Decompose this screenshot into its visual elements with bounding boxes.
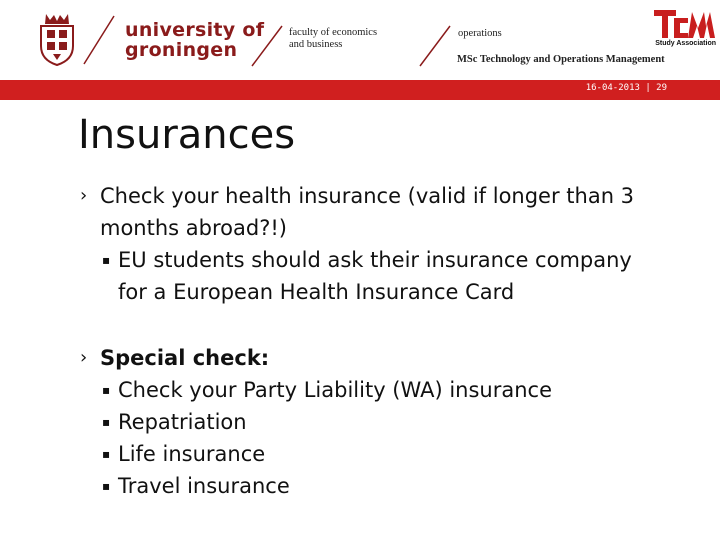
sub-bullet-text: Repatriation <box>118 410 247 434</box>
association-subtitle: Study Association <box>655 40 716 47</box>
date-page-label: 16-04-2013 | 29 <box>585 83 667 93</box>
sub-bullet-text-line: for a European Health Insurance Card <box>118 280 515 304</box>
university-crest-icon <box>38 12 76 66</box>
university-name <box>125 20 264 60</box>
bullet-text-line: Check your health insurance (valid if longer than 3 <box>100 184 635 208</box>
bullet-item <box>80 180 700 244</box>
bullet-item <box>80 342 700 374</box>
sub-bullet-text: Life insurance <box>118 442 266 466</box>
sub-bullet-item <box>80 244 700 308</box>
sub-bullet-item <box>80 374 700 406</box>
square-bullet-icon: ▪ <box>102 383 111 397</box>
square-bullet-icon: ▪ <box>102 415 111 429</box>
sub-bullet-item <box>80 438 700 470</box>
square-bullet-icon: ▪ <box>102 447 111 461</box>
university-name-line1: university of <box>125 19 265 41</box>
sub-bullet-item <box>80 406 700 438</box>
university-name-line2: groningen <box>125 39 238 61</box>
divider-slash <box>250 24 284 68</box>
bullet-text-line: Special check: <box>100 346 270 370</box>
slide-title: Insurances <box>78 112 296 158</box>
slide-body <box>80 180 700 502</box>
sub-bullet-text: Travel insurance <box>118 474 290 498</box>
chevron-bullet-icon: › <box>80 347 88 368</box>
faculty-name <box>289 27 377 51</box>
square-bullet-icon: ▪ <box>102 479 111 493</box>
divider-slash <box>82 14 116 66</box>
faculty-line1: faculty of economics <box>289 27 378 38</box>
sub-bullet-text-line: EU students should ask their insurance company <box>118 248 632 272</box>
bullet-text-line: months abroad?!) <box>100 216 287 240</box>
square-bullet-icon: ▪ <box>102 253 111 267</box>
faculty-line2: and business <box>289 39 343 50</box>
spacer <box>80 308 700 342</box>
chevron-bullet-icon: › <box>80 185 88 206</box>
sub-bullet-text: Check your Party Liability (WA) insurance <box>118 378 553 402</box>
header-bar <box>0 80 720 100</box>
sub-bullet-item <box>80 470 700 502</box>
divider-slash <box>418 24 452 68</box>
slide-header <box>0 0 720 80</box>
department-name: operations <box>458 28 502 39</box>
program-name: MSc Technology and Operations Management <box>457 54 665 65</box>
